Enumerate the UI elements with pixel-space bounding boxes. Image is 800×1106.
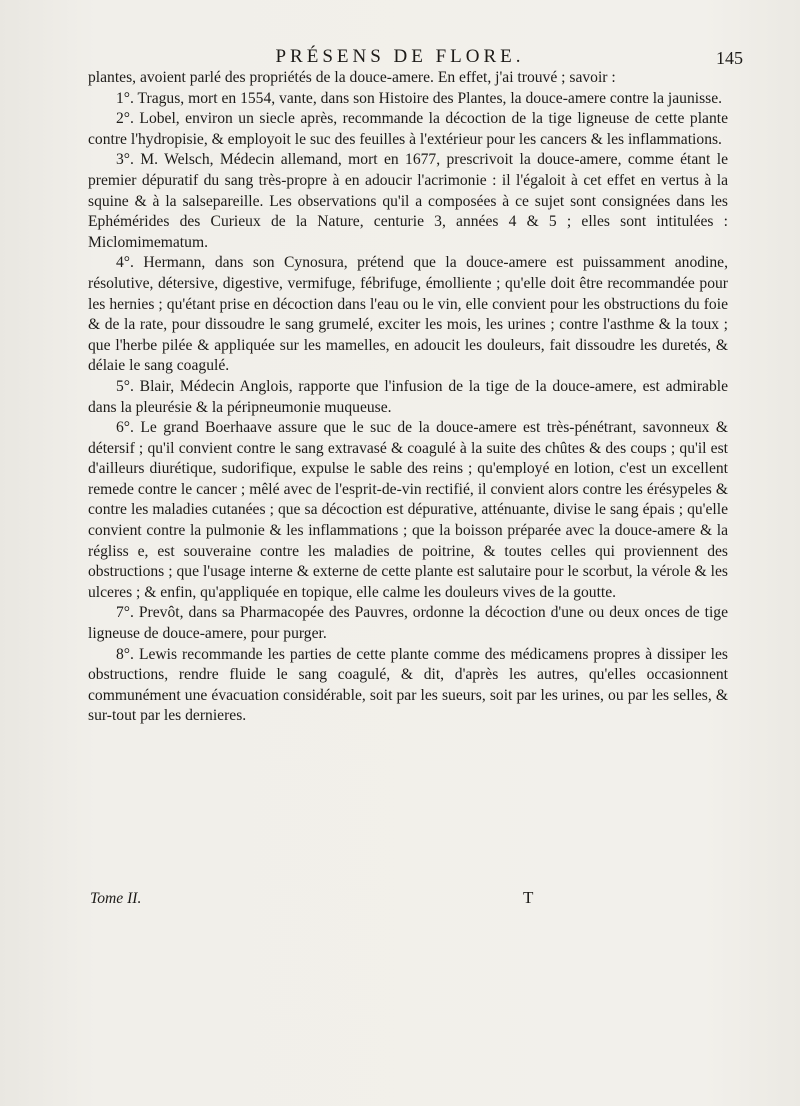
paragraph-hermann: 4°. Hermann, dans son Cynosura, prétend que la douce-amere est puissamment anodine, résolutive, détersive, digestive, vermifuge, fébrifuge, émolliente ; qu'elle doit être recommandée pour les hernies ; qu'étant prise en décoction dans l'eau ou le vin, elle convient pour les obstructions du foie & de la rate, pour dissoudre le sang grumelé, exciter les mois, les urines ; contre l'asthme & la toux ; que l'herbe pilée & appliquée sur les mamelles, en adoucit les douleurs, fait dissoudre les duretés, & délaie le sang coagulé.: [88, 254, 728, 375]
paragraph-boerhaave: 6°. Le grand Boerhaave assure que le suc de la douce-amere est très-pénétrant, savonneux & détersif ; qu'il convient contre le sang extravasé & coagulé à la suite des chûtes & des coups ; qu'il est d'ailleurs diurétique, sudorifique, expulse le sable des reins ; qu'employé en lotion, c'est un excellent remede contre le cancer ; mêlé avec de l'esprit-de-vin rectifié, il convient alors contre les érésypeles & contre les maladies cutanées ; que sa décoction est dépurative, atténuante, divise le sang épais ; qu'elle convient contre la pulmonie & les inflammations ; que la boisson préparée avec la douce-amere & la régliss e, est souveraine contre les maladies de poitrine, & toutes celles qui proviennent des obstructions ; que l'usage interne & externe de cette plante est salutaire pour le scorbut, la vérole & les ulceres ; & enfin, qu'appliquée en topique, elle calme les douleurs vives de la goutte.: [88, 419, 728, 601]
paragraph-welsch: 3°. M. Welsch, Médecin allemand, mort en 1677, prescrivoit la douce-amere, comme étant le premier dépuratif du sang très-propre à en adoucir l'acrimonie : il l'égaloit à cet effet en vertus à la squine & à la salsepareille. Les observations qu'il a composées à ce sujet sont consignées dans les Ephémérides des Curieux de la Nature, centurie 3, années 4 & 5 ; elles sont intitulées : Miclomimematum.: [88, 151, 728, 251]
paragraph-blair: 5°. Blair, Médecin Anglois, rapporte que l'infusion de la tige de la douce-amere, est admirable dans la pleurésie & la péripneumonie muqueuse.: [88, 377, 728, 416]
paragraph-tragus: 1°. Tragus, mort en 1554, vante, dans son Histoire des Plantes, la douce-amere contre la jaunisse.: [116, 89, 723, 107]
volume-label: Tome II.: [90, 890, 142, 907]
paragraph-lobel: 2°. Lobel, environ un siecle après, recommande la décoction de la tige ligneuse de cette plante contre l'hydropisie, & employoit le suc des feuilles à l'extérieur pour les cancers & les inflammations.: [88, 110, 728, 148]
running-head: PRÉSENS DE FLORE.: [275, 46, 525, 67]
page-footer: [88, 890, 728, 912]
paragraph-prevot: 7°. Prevôt, dans sa Pharmacopée des Pauvres, ordonne la décoction d'une ou deux onces de tige ligneuse de douce-amere, pour purger.: [88, 604, 728, 643]
page-number: 145: [716, 48, 743, 68]
paragraph-lewis: 8°. Lewis recommande les parties de cette plante comme des médicamens propres à dissiper les obstructions, rendre fluide le sang coagulé, & dit, d'après les autres, qu'elles occasionnent communément une évacuation considérable, soit par les sueurs, soit par les urines, ou par les selles, & sur-tout par les dernieres.: [88, 645, 728, 725]
body-text: [88, 68, 728, 727]
paragraph-continuation: plantes, avoient parlé des propriétés de la douce-amere. En effet, j'ai trouvé ; savoir :: [88, 69, 616, 86]
signature-mark: T: [523, 888, 534, 907]
